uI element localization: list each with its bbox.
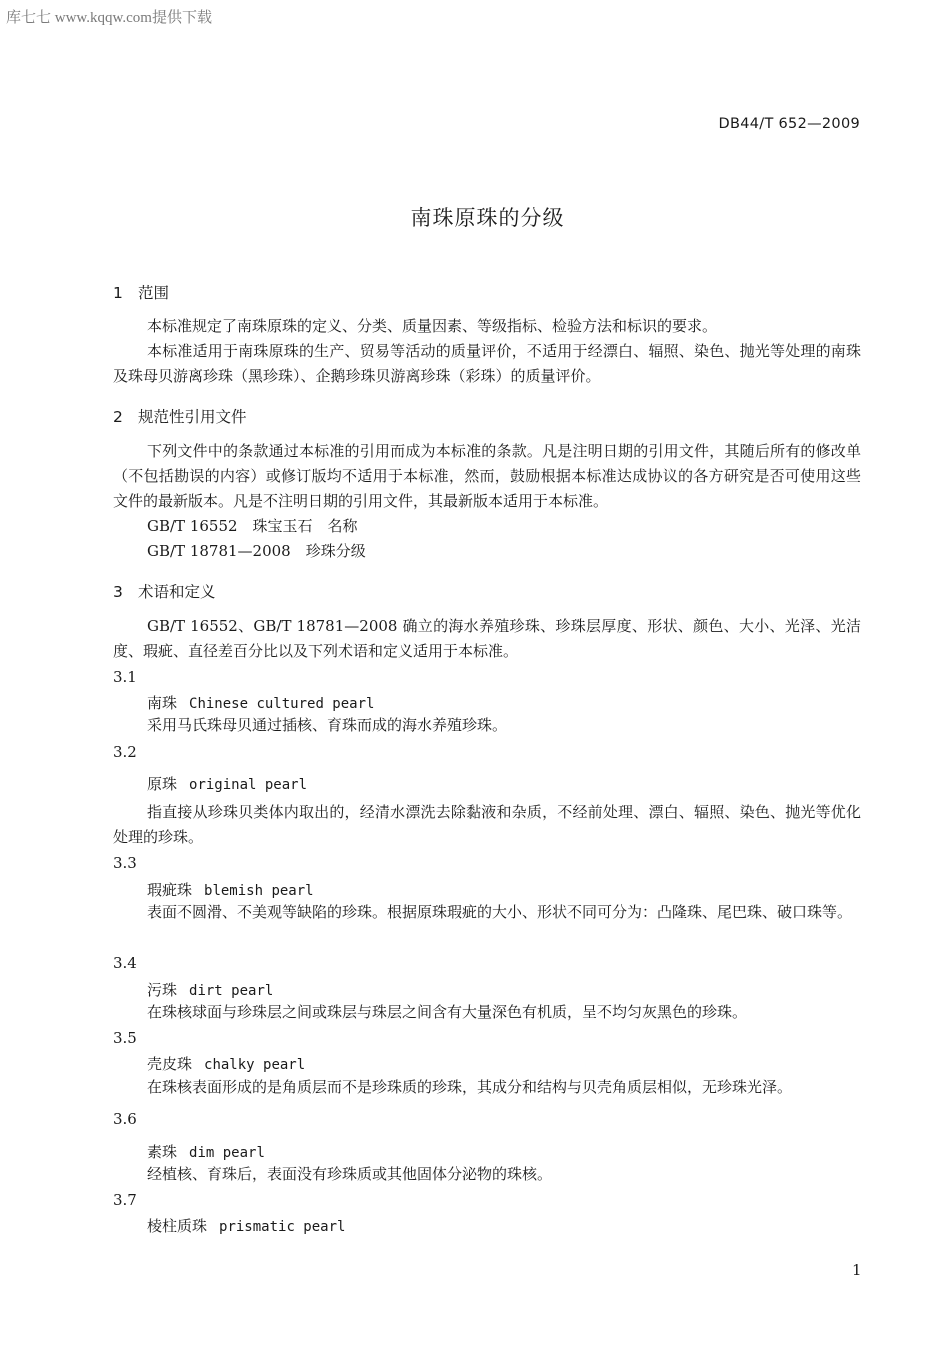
section-2-paragraph-1: 下列文件中的条款通过本标准的引用而成为本标准的条款。凡是注明日期的引用文件，其随后所有的修改单（不包括勘误的内容）或修订版均不适用于本标准，然而，鼓励根据本标准达成协议的各方研究是否可使用这些文件的最新版本。凡是不注明日期的引用文件，其最新版本适用于本标准。 xyxy=(113,442,861,510)
term-en: dirt pearl xyxy=(189,983,274,999)
term-heading xyxy=(147,692,374,713)
term-zh: 瑕疵珠 xyxy=(147,881,193,899)
term-en: Chinese cultured pearl xyxy=(189,696,375,712)
term-zh: 污珠 xyxy=(147,981,178,999)
term-number: 3.5 xyxy=(113,1029,137,1047)
term-definition: 采用马氏珠母贝通过插核、育珠而成的海水养殖珍珠。 xyxy=(147,716,508,734)
term-definition: 表面不圆滑、不美观等缺陷的珍珠。根据原珠瑕疵的大小、形状不同可分为：凸隆珠、尾巴珠、破口珠等。 xyxy=(147,903,853,921)
section-number: 3 xyxy=(113,583,123,601)
term-number: 3.4 xyxy=(113,954,137,972)
section-title: 范围 xyxy=(138,284,170,302)
term-number: 3.1 xyxy=(113,668,137,686)
term-heading xyxy=(147,979,273,1000)
term-en: prismatic pearl xyxy=(219,1219,346,1235)
term-zh: 素珠 xyxy=(147,1143,178,1161)
term-definition: 在珠核球面与珍珠层之间或珠层与珠层之间含有大量深色有机质，呈不均匀灰黑色的珍珠。 xyxy=(147,1003,748,1021)
section-title: 规范性引用文件 xyxy=(138,408,247,426)
watermark: 库七七 www.kqqw.com提供下载 xyxy=(6,10,212,26)
term-zh: 原珠 xyxy=(147,775,178,793)
term-heading xyxy=(147,1141,265,1162)
page-number: 1 xyxy=(852,1261,862,1279)
term-definition: 经植核、育珠后，表面没有珍珠质或其他固体分泌物的珠核。 xyxy=(147,1165,553,1183)
section-number: 1 xyxy=(113,284,123,302)
section-3-paragraph-1: GB/T 16552、GB/T 18781—2008 确立的海水养殖珍珠、珍珠层厚度、形状、颜色、大小、光泽、光洁度、瑕疵、直径差百分比以及下列术语和定义适用于本标准。 xyxy=(113,617,861,660)
term-number: 3.7 xyxy=(113,1191,137,1209)
term-en: dim pearl xyxy=(189,1145,265,1161)
section-title: 术语和定义 xyxy=(138,583,216,601)
section-number: 2 xyxy=(113,408,123,426)
section-3-heading xyxy=(113,580,216,602)
term-zh: 棱柱质珠 xyxy=(147,1217,208,1235)
term-heading xyxy=(147,879,314,900)
term-number: 3.6 xyxy=(113,1110,137,1128)
term-heading xyxy=(147,773,307,794)
section-1-paragraph-2: 本标准适用于南珠原珠的生产、贸易等活动的质量评价，不适用于经漂白、辐照、染色、抛光等处理的南珠及珠母贝游离珍珠（黑珍珠）、企鹅珍珠贝游离珍珠（彩珠）的质量评价。 xyxy=(113,342,861,385)
section-1-paragraph-1: 本标准规定了南珠原珠的定义、分类、质量因素、等级指标、检验方法和标识的要求。 xyxy=(147,317,718,335)
term-en: original pearl xyxy=(189,777,308,793)
term-number: 3.3 xyxy=(113,854,137,872)
term-heading xyxy=(147,1053,305,1074)
term-number: 3.2 xyxy=(113,743,137,761)
document-title: 南珠原珠的分级 xyxy=(410,206,565,230)
term-zh: 南珠 xyxy=(147,694,178,712)
section-2-heading xyxy=(113,405,247,427)
term-en: chalky pearl xyxy=(204,1057,306,1073)
term-definition: 指直接从珍珠贝类体内取出的，经清水漂洗去除黏液和杂质，不经前处理、漂白、辐照、染色、抛光等优化处理的珍珠。 xyxy=(113,803,861,846)
term-definition: 在珠核表面形成的是角质层而不是珍珠质的珍珠，其成分和结构与贝壳角质层相似，无珍珠光泽。 xyxy=(147,1078,793,1096)
reference-item: GB/T 18781—2008 珍珠分级 xyxy=(147,542,366,560)
section-1-heading xyxy=(113,281,169,303)
term-heading xyxy=(147,1215,345,1236)
standard-code: DB44/T 652—2009 xyxy=(718,116,860,132)
term-zh: 壳皮珠 xyxy=(147,1055,193,1073)
reference-item: GB/T 16552 珠宝玉石 名称 xyxy=(147,517,358,535)
term-en: blemish pearl xyxy=(204,883,314,899)
